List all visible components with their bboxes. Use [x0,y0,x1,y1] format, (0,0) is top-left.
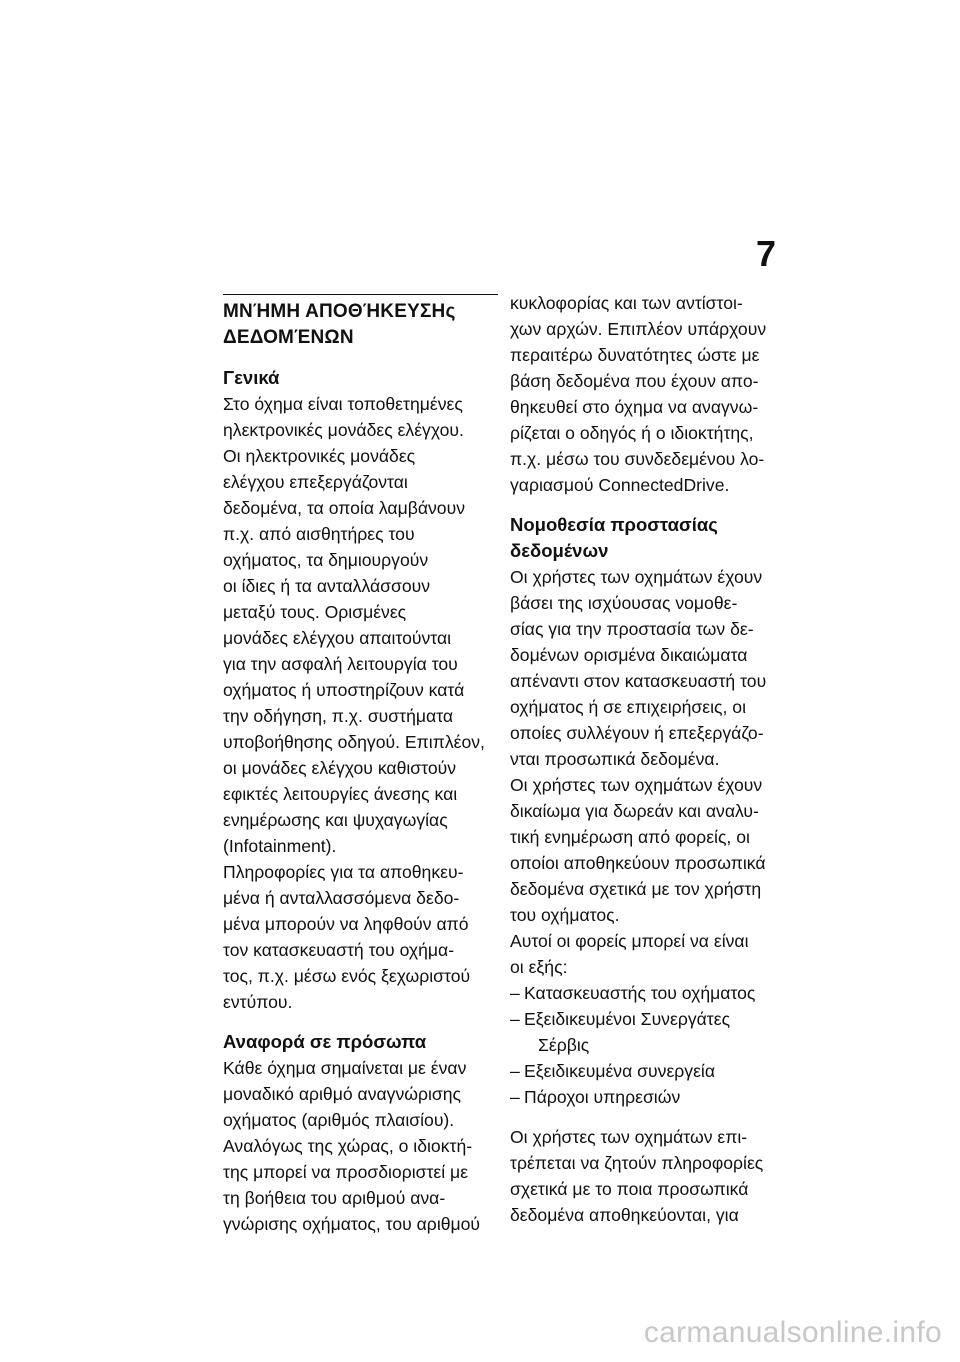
page-number: 7 [755,233,776,274]
dash-icon: – [510,1087,520,1107]
left-column [223,288,498,1237]
section-title-data-protection-line2: δεδομένων [510,540,609,561]
dash-icon: – [510,983,520,1003]
bullet-text: Εξειδικευμένα συνεργεία [524,1061,716,1081]
watermark: carmanualsonline.info [643,1316,942,1349]
bullet-text: Πάροχοι υπηρεσιών [524,1087,681,1107]
closing-paragraph: Οι χρήστες των οχημάτων επι- τρέπεται να ζητούν πληροφορίες σχετικά με το ποια προσωπικά δεδομένα αποθηκεύονται, για [510,1127,764,1225]
right-column [510,290,785,1228]
chapter-rule [223,294,498,295]
chapter-title-line2: ΔΕΔΟΜΈΝΩΝ [223,327,354,348]
continuation-paragraph: κυκλοφορίας και των αντίστοι- χων αρχών. Επιπλέον υπάρχουν περαιτέρω δυνατότητες ώστε με βάση δεδομένα που έχουν απο- θηκευθεί στο όχημα να αναγνω- ρίζεται ο οδηγός ή ο ιδιοκτήτης, π.χ. μέσω του συνδεδεμένου λο- γαριασμού ConnectedDrive. [510,293,767,495]
section-title-data-protection-line1: Νομοθεσία προστασίας [510,514,718,535]
chapter-title-line1: ΜΝΉΜΗ ΑΠΟΘΉΚΕΥΣΗς [223,301,456,322]
bullet-list [510,980,785,1110]
list-item [510,1084,785,1110]
section-title-personal-reference: Αναφορά σε πρόσωπα [223,1031,427,1052]
list-item [510,1006,785,1058]
bullet-text: Εξειδικευμένοι Συνεργάτες [524,1009,731,1029]
list-item [510,980,785,1006]
section-body-personal-reference: Κάθε όχημα σημαίνεται με έναν μοναδικό αριθμό αναγνώρισης οχήματος (αριθμός πλαισίου). Αναλόγως της χώρας, ο ιδιοκτή- της μπορεί να προσδιοριστεί με τη βοήθεια του αριθμού ανα- γνώρισης οχήματος, του αριθμού [223,1058,481,1234]
section-title-data-protection [510,512,785,564]
bullet-text: Κατασκευαστής του οχήματος [524,983,756,1003]
list-item [510,1058,785,1084]
section-body-general: Στο όχημα είναι τοποθετημένες ηλεκτρονικές μονάδες ελέγχου. Οι ηλεκτρονικές μονάδες ελέγχου επεξεργάζονται δεδομένα, τα οποία λαμβάνουν π.χ. από αισθητήρες του οχήματος, τα δημιουργούν οι ίδιες ή τα ανταλλάσσουν μεταξύ τους. Ορισμένες μονάδες ελέγχου απαιτούνται για την ασφαλή λειτουργία του οχήματος ή υποστηρίζουν κατά την οδήγηση, π.χ. συστήματα υποβοήθησης οδηγού. Επιπλέον, οι μονάδες ελέγχου καθιστούν εφικτές λειτουργίες άνεσης και ενημέρωσης και ψυχαγωγίας (Infotainment). Πληροφορίες για τα αποθηκευ- μένα ή ανταλλασσόμενα δεδο- μένα μπορούν να ληφθούν από τον κατασκευαστή του οχήμα- τος, π.χ. μέσω ενός ξεχωριστού εντύπου. [223,394,485,1012]
section-title-general: Γενικά [223,367,280,388]
bullet-text-continuation: Σέρβις [538,1035,590,1055]
chapter-title [223,299,498,351]
dash-icon: – [510,1061,520,1081]
spacer [510,1110,785,1124]
dash-icon: – [510,1009,520,1029]
section-body-data-protection: Οι χρήστες των οχημάτων έχουν βάσει της ισχύουσας νομοθε- σίας για την προστασία των δε- δομένων ορισμένα δικαιώματα απέναντι στον κατασκευαστή του οχήματος ή σε επιχειρήσεις, οι οποίες συλλέγουν ή επεξεργάζο- νται προσωπικά δεδομένα. Οι χρήστες των οχημάτων έχουν δικαίωμα για δωρεάν και αναλυ- τική ενημέρωση από φορείς, οι οποίοι αποθηκεύουν προσωπικά δεδομένα σχετικά με τον χρήστη του οχήματος. Αυτοί οι φορείς μπορεί να είναι οι εξής: [510,567,767,977]
